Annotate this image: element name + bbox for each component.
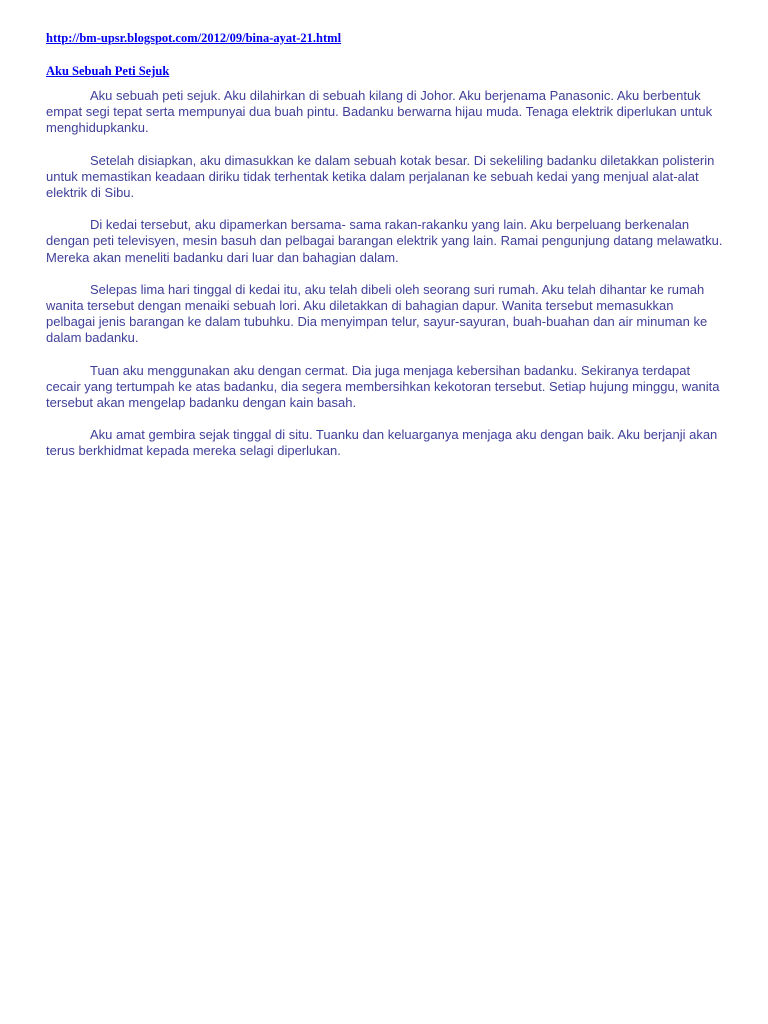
paragraph-2: Setelah disiapkan, aku dimasukkan ke dalam sebuah kotak besar. Di sekeliling badanku diletakkan polisterin untuk memastikan keadaan diriku tidak terhentak ketika dalam perjalanan ke sebuah kedai yang menjual alat-alat elektrik di Sibu. [46, 152, 715, 201]
source-link[interactable]: http://bm-upsr.blogspot.com/2012/09/bina-ayat-21.html [46, 31, 342, 45]
paragraph-6: Aku amat gembira sejak tinggal di situ. Tuanku dan keluarganya menjaga aku dengan baik. Aku berjanji akan terus berkhidmat kepada mereka selagi diperlukan. [46, 427, 718, 459]
paragraph-1: Aku sebuah peti sejuk. Aku dilahirkan di sebuah kilang di Johor. Aku berjenama Panasonic. Aku berbentuk empat segi tepat serta mempunyai dua buah pintu. Badanku berwarna hijau muda. Tenaga elektrik diperlukan untuk menghidupkanku. [46, 88, 713, 136]
document-page [46, 30, 726, 476]
document-title: Aku Sebuah Peti Sejuk [46, 64, 170, 78]
paragraph-4: Selepas lima hari tinggal di kedai itu, aku telah dibeli oleh seorang suri rumah. Aku telah dihantar ke rumah wanita tersebut dengan menaiki sebuah lori. Aku diletakkan di bahagian dapur. Wanita tersebut memasukkan pelbagai jenis barangan ke dalam tubuhku. Dia menyimpan telur, sayur-sayuran, buah-buahan dan air minuman ke dalam badanku. [46, 281, 708, 346]
paragraph-5: Tuan aku menggunakan aku dengan cermat. Dia juga menjaga kebersihan badanku. Sekiranya terdapat cecair yang tertumpah ke atas badanku, dia segera membersihkan kekotoran tersebut. Setiap hujung minggu, wanita tersebut akan mengelap badanku dengan kain basah. [46, 362, 720, 411]
paragraph-3: Di kedai tersebut, aku dipamerkan bersama- sama rakan-rakanku yang lain. Aku berpeluang berkenalan dengan peti televisyen, mesin basuh dan pelbagai barangan elektrik yang lain. Ramai pengunjung datang melawatku. Mereka akan meneliti badanku dari luar dan bahagian dalam. [46, 217, 723, 265]
